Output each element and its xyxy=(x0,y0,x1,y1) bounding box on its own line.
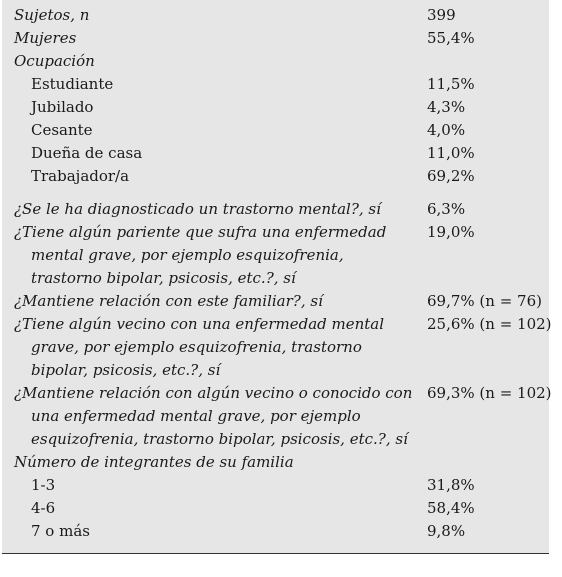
row-value: 399 xyxy=(427,6,456,24)
row-value: 4,0% xyxy=(427,121,466,139)
data-table xyxy=(2,0,552,553)
table-bottom-rule xyxy=(2,553,549,554)
row-label: ¿Mantiene relación con algún vecino o conocido con una enfermedad mental grave, por ejemplo esquizofrenia, trastorno bipolar, psicosis, etc.?, sí xyxy=(14,384,413,448)
row-value: 9,8% xyxy=(427,522,466,540)
row-value: 11,0% xyxy=(427,144,475,162)
row-label: 4-6 xyxy=(31,499,56,517)
row-label: Cesante xyxy=(31,121,93,139)
row-label: Mujeres xyxy=(14,29,77,47)
row-label: Sujetos, n xyxy=(14,6,90,24)
row-value: 4,3% xyxy=(427,98,466,116)
row-label: Dueña de casa xyxy=(31,144,143,162)
row-value: 58,4% xyxy=(427,499,475,517)
row-value: 31,8% xyxy=(427,476,475,494)
row-label: Estudiante xyxy=(31,75,114,93)
row-label: 1-3 xyxy=(31,476,56,494)
row-label: Trabajador/a xyxy=(31,167,130,185)
row-value: 69,2% xyxy=(427,167,475,185)
row-value: 19,0% xyxy=(427,223,475,241)
row-label: ¿Mantiene relación con este familiar?, sí xyxy=(14,292,323,310)
row-label: Ocupación xyxy=(14,52,95,70)
row-label: ¿Tiene algún vecino con una enfermedad mental grave, por ejemplo esquizofrenia, trastorno bipolar, psicosis, etc.?, sí xyxy=(14,315,385,379)
row-label: 7 o más xyxy=(31,522,90,540)
row-value: 55,4% xyxy=(427,29,475,47)
row-label: Número de integrantes de su familia xyxy=(14,453,294,471)
row-value: 69,7% (n = 76) xyxy=(427,292,542,310)
row-label: ¿Tiene algún pariente que sufra una enfermedad mental grave, por ejemplo esquizofrenia, trastorno bipolar, psicosis, etc.?, sí xyxy=(14,223,387,287)
row-value: 25,6% (n = 102) xyxy=(427,315,552,333)
row-label: ¿Se le ha diagnosticado un trastorno mental?, sí xyxy=(14,200,381,218)
row-label: Jubilado xyxy=(31,98,94,116)
row-value: 6,3% xyxy=(427,200,466,218)
row-value: 11,5% xyxy=(427,75,475,93)
row-value: 69,3% (n = 102) xyxy=(427,384,552,402)
